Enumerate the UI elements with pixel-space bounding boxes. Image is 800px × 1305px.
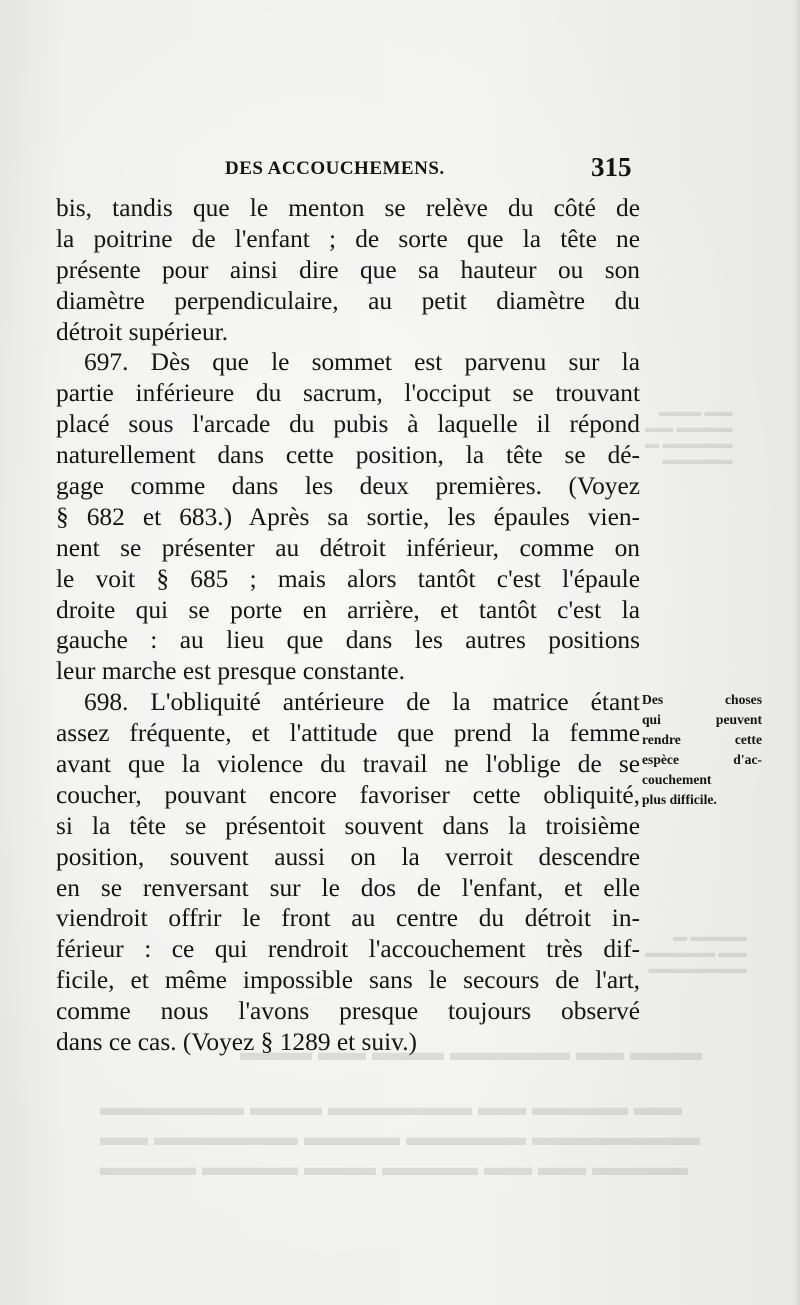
main-text-block xyxy=(56,193,640,1058)
text-line: partie inférieure du sacrum, l'occiput se trouvant xyxy=(56,379,640,408)
text-line: naturellement dans cette position, la tête se dé- xyxy=(56,441,640,470)
text-line: droite qui se porte en arrière, et tantôt c'est la xyxy=(56,595,640,624)
margin-note-line: couchement xyxy=(642,772,712,787)
text-line: la poitrine de l'enfant ; de sorte que la tête ne xyxy=(56,224,640,253)
margin-note xyxy=(642,690,762,810)
text-line: si la tête se présentoit souvent dans la troisième xyxy=(56,811,640,840)
text-line: leur marche est presque constante. xyxy=(56,657,405,686)
bleed-through-mark: ▬▬▬▬ ▬▬ ▬▬ ▬▬▬▬ ▬▬▬ ▬▬▬▬ ▬▬▬▬ xyxy=(100,1155,688,1181)
text-line: placé sous l'arcade du pubis à laquelle il répond xyxy=(56,410,640,439)
paragraph-698-start: 698. L'obliquité antérieure de la matrice étant xyxy=(84,688,640,717)
text-line: en se renversant sur le dos de l'enfant, et elle xyxy=(56,873,640,902)
paragraph-697-start: 697. Dès que le sommet est parvenu sur la xyxy=(84,348,640,377)
running-title: DES ACCOUCHEMENS. xyxy=(225,158,445,179)
text-line: position, souvent aussi on la verroit descendre xyxy=(56,842,640,871)
text-line: bis, tandis que le menton se relève du côté de xyxy=(56,194,640,222)
text-line: avant que la violence du travail ne l'oblige de se xyxy=(56,750,640,779)
text-line: ficile, et même impossible sans le secours de l'art, xyxy=(56,966,640,995)
text-line: dans ce cas. (Voyez § 1289 et suiv.) xyxy=(56,1028,418,1057)
page-edge-shadow xyxy=(794,0,800,1305)
margin-note-line: plus difficile. xyxy=(642,792,717,807)
margin-note-line: qui peuvent xyxy=(642,712,762,727)
page-number: 315 xyxy=(591,152,632,182)
text-line: le voit § 685 ; mais alors tantôt c'est l'épaule xyxy=(56,564,640,593)
margin-note-line: espèce d'ac- xyxy=(642,752,762,767)
text-line: présente pour ainsi dire que sa hauteur ou son xyxy=(56,255,640,284)
bleed-through-mark: ▬▬▬▬ ▬ ▬▬ ▬▬▬▬▬ ▬▬▬▬▬▬▬ xyxy=(645,930,747,977)
margin-note-line: Des choses xyxy=(642,692,762,707)
text-line: comme nous l'avons presque toujours observé xyxy=(56,997,640,1026)
bleed-through-mark: ▬▬▬▬▬▬▬ ▬▬▬▬▬ ▬▬▬▬ ▬▬▬▬▬▬ ▬▬ xyxy=(100,1125,700,1151)
text-line: assez fréquente, et l'attitude que prend la femme xyxy=(56,719,640,748)
text-line: nent se présenter au détroit inférieur, comme on xyxy=(56,533,640,562)
margin-note-line: rendre cette xyxy=(642,732,762,747)
bleed-through-mark: ▬▬▬ ▬▬ ▬▬▬▬▬ ▬▬▬ ▬▬ ▬▬▬ xyxy=(240,1040,702,1066)
text-line: détroit supérieur. xyxy=(56,317,229,346)
text-line: gage comme dans les deux premières. (Voyez xyxy=(56,472,640,501)
text-line: férieur : ce qui rendroit l'accouchement très dif- xyxy=(56,935,640,964)
text-line: coucher, pouvant encore favoriser cette obliquité, xyxy=(56,780,640,809)
text-line: § 682 et 683.) Après sa sortie, les épaules vien- xyxy=(56,502,640,531)
text-line: gauche : au lieu que dans les autres positions xyxy=(56,626,640,655)
bleed-through-mark: ▬▬ ▬▬▬▬ ▬▬ ▬▬▬▬▬▬ ▬▬▬ ▬▬▬▬▬▬ xyxy=(100,1095,682,1121)
text-line: viendroit offrir le front au centre du détroit in- xyxy=(56,904,640,933)
bleed-through-mark: ▬▬ ▬▬▬ ▬▬▬▬ ▬▬ ▬▬▬▬▬ ▬ ▬▬▬▬▬ xyxy=(645,405,733,468)
text-line: diamètre perpendiculaire, au petit diamètre du xyxy=(56,286,640,315)
